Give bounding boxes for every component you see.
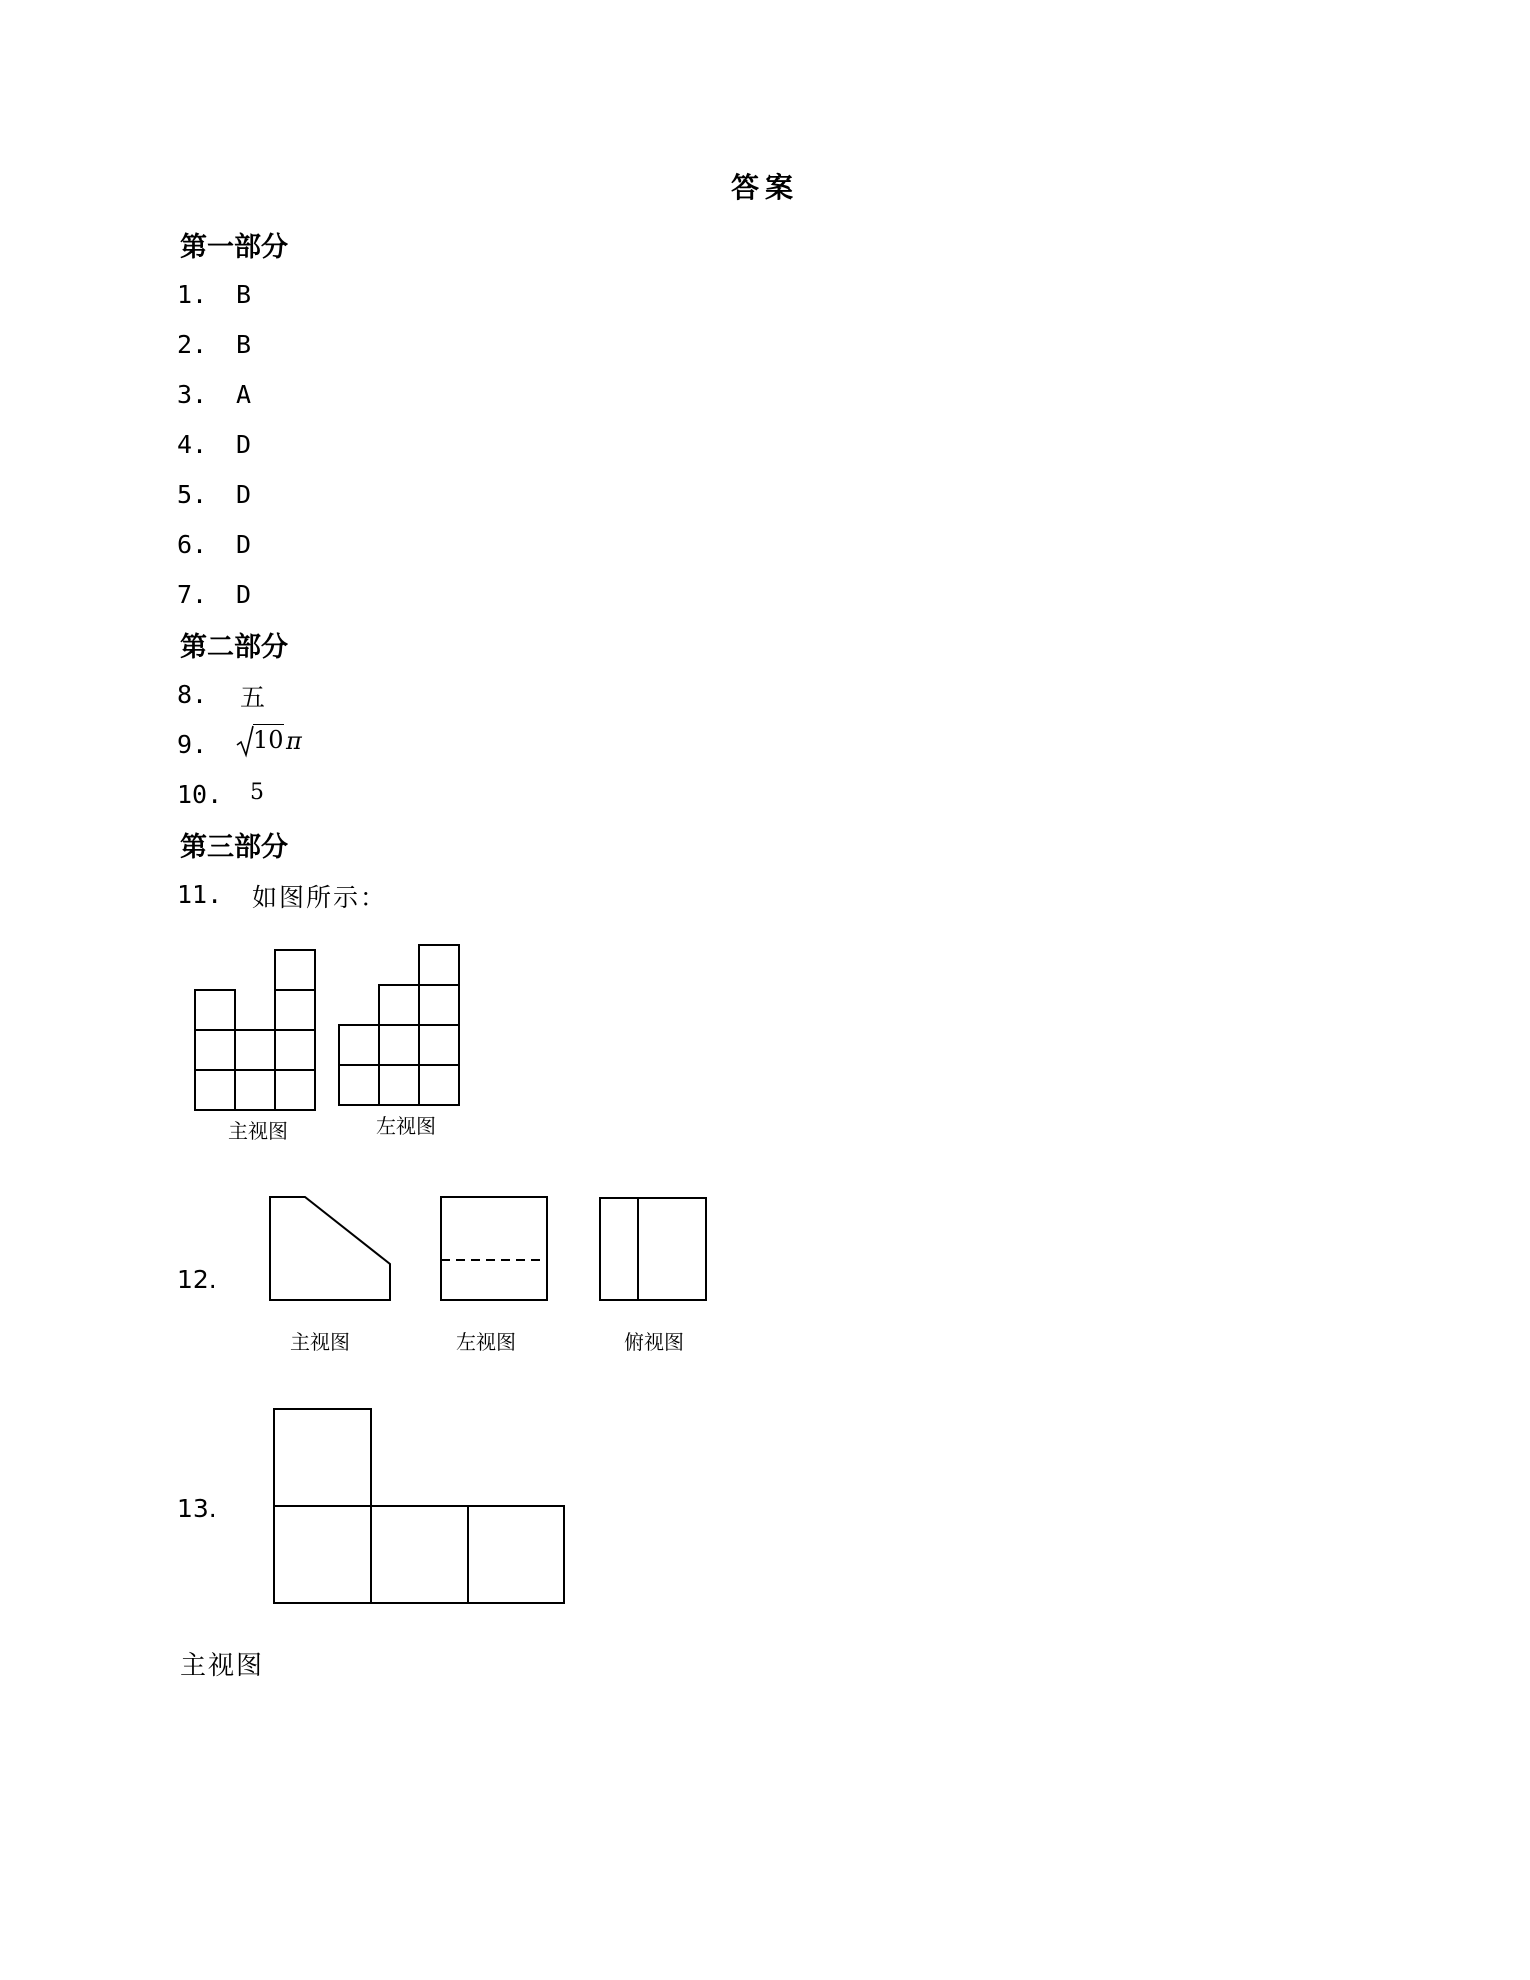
grid-cell — [195, 1070, 235, 1110]
answer-value: A — [236, 380, 252, 409]
radicand: 10 — [253, 726, 284, 754]
answer-value: D — [236, 530, 252, 559]
top-view-shape — [600, 1198, 706, 1300]
answer-value: 五 — [240, 683, 266, 712]
answer-value: D — [236, 480, 252, 509]
question-number: 13. — [177, 1494, 217, 1523]
question-number: 8. — [177, 680, 208, 709]
grid-cell — [339, 1025, 379, 1065]
answer-value: D — [236, 430, 252, 459]
grid-cell — [371, 1506, 468, 1603]
question-number: 10. — [177, 780, 223, 809]
answer-value: D — [236, 580, 252, 609]
left-view-shape — [441, 1197, 547, 1300]
grid-cell — [235, 1070, 275, 1110]
front-view-shape — [270, 1197, 390, 1300]
grid-cell — [275, 1030, 315, 1070]
pi-symbol: π — [286, 727, 302, 755]
question-number: 4. — [177, 430, 208, 459]
grid-cell — [419, 945, 459, 985]
figure-13-view — [270, 1405, 570, 1615]
grid-cell — [468, 1506, 564, 1603]
answer-value: 如图所示： — [252, 883, 388, 912]
figure-caption: 左视图 — [376, 1114, 436, 1138]
figure-caption: 主视图 — [290, 1330, 350, 1354]
question-number: 2. — [177, 330, 208, 359]
question-number: 11. — [177, 880, 223, 909]
question-number: 1. — [177, 280, 208, 309]
grid-cell — [275, 990, 315, 1030]
section-heading-part2: 第二部分 — [180, 632, 288, 663]
figure-caption: 左视图 — [456, 1330, 516, 1354]
grid-cell — [379, 985, 419, 1025]
figure-caption: 主视图 — [228, 1119, 288, 1143]
grid-cell — [274, 1506, 371, 1603]
question-number: 5. — [177, 480, 208, 509]
figure-caption: 主视图 — [180, 1651, 265, 1681]
grid-cell — [419, 1025, 459, 1065]
grid-cell — [195, 990, 235, 1030]
figure-12-views — [265, 1192, 725, 1312]
grid-cell — [235, 1030, 275, 1070]
grid-cell — [195, 1030, 235, 1070]
grid-cell — [275, 950, 315, 990]
question-number: 3. — [177, 380, 208, 409]
grid-cell — [419, 985, 459, 1025]
question-number: 12. — [177, 1265, 217, 1294]
question-number: 6. — [177, 530, 208, 559]
figure-11-views — [190, 940, 490, 1120]
question-number: 9. — [177, 730, 208, 759]
question-number: 7. — [177, 580, 208, 609]
grid-cell — [379, 1065, 419, 1105]
section-heading-part1: 第一部分 — [180, 232, 288, 263]
grid-cell — [275, 1070, 315, 1110]
grid-cell — [419, 1065, 459, 1105]
grid-cell — [379, 1025, 419, 1065]
answer-value: B — [236, 280, 252, 309]
page-title: 答案 — [730, 171, 799, 204]
answer-value: B — [236, 330, 252, 359]
grid-cell — [274, 1409, 371, 1506]
grid-cell — [339, 1065, 379, 1105]
figure-caption: 俯视图 — [624, 1330, 684, 1354]
answer-value: 5 — [250, 780, 264, 805]
radical-sign — [236, 724, 254, 758]
section-heading-part3: 第三部分 — [180, 832, 288, 863]
